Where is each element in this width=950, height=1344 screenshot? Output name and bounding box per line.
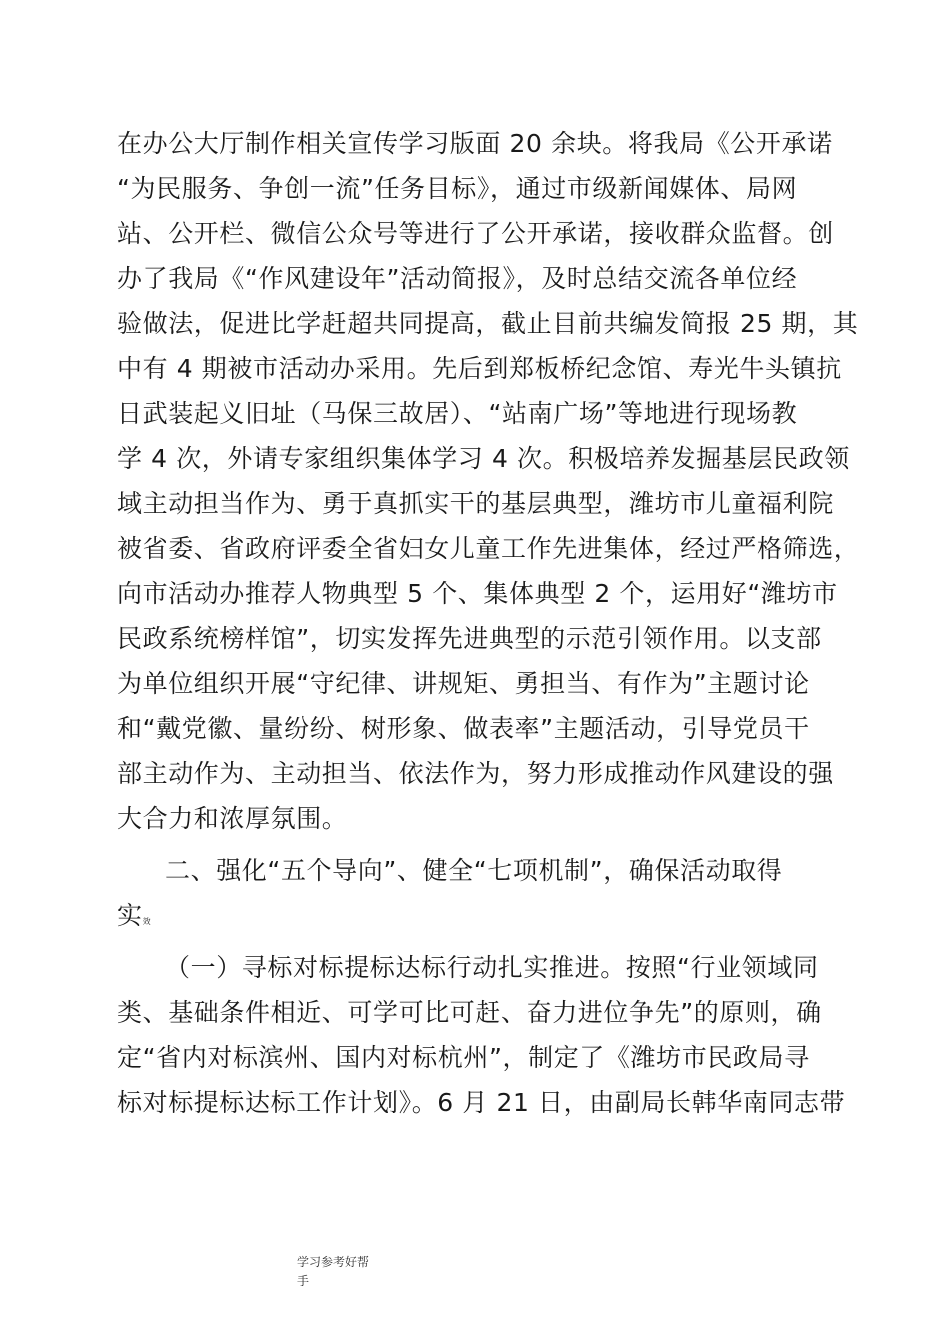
footer-text: 学习参考好帮 (297, 1255, 370, 1269)
paragraph-line: 站、公开栏、微信公众号等进行了公开承诺，接收群众监督。创 (117, 219, 834, 248)
paragraph-line: 民政系统榜样馆”，切实发挥先进典型的示范引领作用。以支部 (117, 624, 822, 653)
paragraph-line: 验做法，促进比学赶超共同提高，截止目前共编发简报 25 期，其 (117, 309, 859, 338)
paragraph-line: 为单位组织开展“守纪律、讲规矩、勇担当、有作为”主题讨论 (117, 669, 810, 698)
paragraph-line: 办了我局《“作风建设年”活动简报》，及时总结交流各单位经 (117, 264, 798, 293)
section-heading-continuation (117, 898, 151, 940)
paragraph-line: 日武装起义旧址（马保三故居）、“站南广场”等地进行现场教 (117, 399, 798, 428)
paragraph-line: 中有 4 期被市活动办采用。先后到郑板桥纪念馆、寿光牛头镇抗 (117, 354, 842, 383)
paragraph-line: 域主动担当作为、勇于真抓实干的基层典型，潍坊市儿童福利院 (117, 489, 834, 518)
paragraph-line: 定“省内对标滨州、国内对标杭州”，制定了《潍坊市民政局寻 (117, 1043, 810, 1072)
paragraph-line: 学 4 次，外请专家组织集体学习 4 次。积极培养发掘基层民政领 (117, 444, 850, 473)
paragraph-line: 和“戴党徽、量纷纷、树形象、做表率”主题活动，引导党员干 (117, 714, 810, 743)
paragraph-line: 类、基础条件相近、可学可比可赶、奋力进位争先”的原则，确 (117, 998, 822, 1027)
paragraph-line: 被省委、省政府评委全省妇女儿童工作先进集体，经过严格筛选， (117, 534, 860, 563)
paragraph-line: 标对标提标达标工作计划》。6 月 21 日，由副局长韩华南同志带 (117, 1088, 846, 1117)
paragraph-line: 大合力和浓厚氛围。 (117, 804, 348, 833)
paragraph-line: （一）寻标对标提标达标行动扎实推进。按照“行业领域同 (165, 953, 819, 982)
heading-small-char: 效 (142, 917, 151, 926)
heading-char: 实 (117, 901, 143, 930)
footer-text: 手 (297, 1274, 310, 1288)
paragraph-line: 部主动作为、主动担当、依法作为，努力形成推动作风建设的强 (117, 759, 834, 788)
paragraph-line: 在办公大厅制作相关宣传学习版面 20 余块。将我局《公开承诺 (117, 129, 833, 158)
paragraph-line: 向市活动办推荐人物典型 5 个、集体典型 2 个，运用好“潍坊市 (117, 579, 838, 608)
section-heading: 二、强化“五个导向”、健全“七项机制”，确保活动取得 (165, 856, 783, 885)
paragraph-line: “为民服务、争创一流”任务目标》，通过市级新闻媒体、局网 (117, 174, 798, 203)
